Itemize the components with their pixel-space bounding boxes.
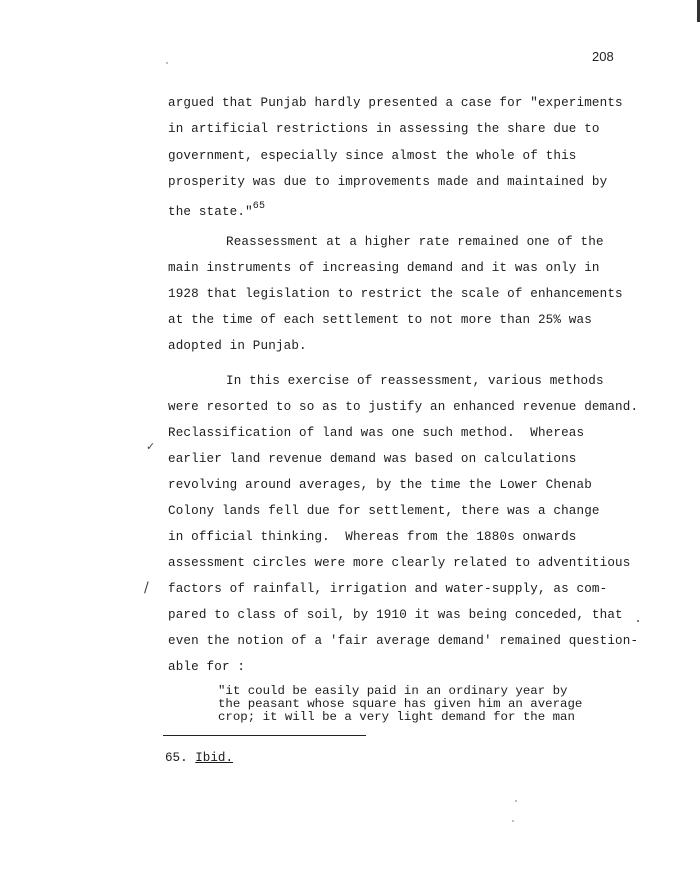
text-line-with-footnote <box>168 201 265 219</box>
text-line: government, especially since almost the whole of this <box>168 149 577 163</box>
text-line: In this exercise of reassessment, various methods <box>226 374 604 388</box>
text-line: Colony lands fell due for settlement, there was a change <box>168 504 600 518</box>
text-line: earlier land revenue demand was based on calculations <box>168 452 577 466</box>
quote-line: crop; it will be a very light demand for the man <box>218 710 575 724</box>
text-line: 1928 that legislation to restrict the scale of enhancements <box>168 287 623 301</box>
text-line: in official thinking. Whereas from the 1880s onwards <box>168 530 577 544</box>
text-line: able for : <box>168 660 246 674</box>
text-line: main instruments of increasing demand and it was only in <box>168 261 600 275</box>
page-number: 208 <box>592 49 614 64</box>
footnote-number: 65. <box>165 751 188 765</box>
footnote-65 <box>165 751 233 765</box>
slash-mark-icon: / <box>144 580 149 596</box>
text-line: adopted in Punjab. <box>168 339 307 353</box>
footnote-separator <box>163 735 366 736</box>
text-line: prosperity was due to improvements made and maintained by <box>168 175 608 189</box>
scan-speck <box>637 620 639 622</box>
text-line: were resorted to so as to justify an enhanced revenue demand. <box>168 400 639 414</box>
text-line: revolving around averages, by the time the Lower Chenab <box>168 478 592 492</box>
scan-speck <box>515 800 517 802</box>
footnote-reference: 65 <box>252 201 266 212</box>
text-line: in artificial restrictions in assessing the share due to <box>168 122 600 136</box>
quote-line: the peasant whose square has given him an average <box>218 697 583 711</box>
footnote-text: Ibid. <box>195 751 234 765</box>
check-mark-icon: ✓ <box>146 440 156 453</box>
text-line: Reclassification of land was one such method. Whereas <box>168 426 585 440</box>
scan-speck <box>166 62 168 64</box>
text-line: Reassessment at a higher rate remained one of the <box>226 235 604 249</box>
text-line: factors of rainfall, irrigation and water-supply, as com- <box>168 582 608 596</box>
text-line: even the notion of a 'fair average demand' remained question- <box>168 634 639 648</box>
text-line: the state." <box>168 205 253 219</box>
text-line: argued that Punjab hardly presented a case for "experiments <box>168 96 623 110</box>
scan-speck <box>512 820 514 822</box>
text-line: pared to class of soil, by 1910 it was being conceded, that <box>168 608 623 622</box>
text-line: assessment circles were more clearly related to adventitious <box>168 556 631 570</box>
text-line: at the time of each settlement to not more than 25% was <box>168 313 592 327</box>
quote-line: "it could be easily paid in an ordinary year by <box>218 684 568 698</box>
